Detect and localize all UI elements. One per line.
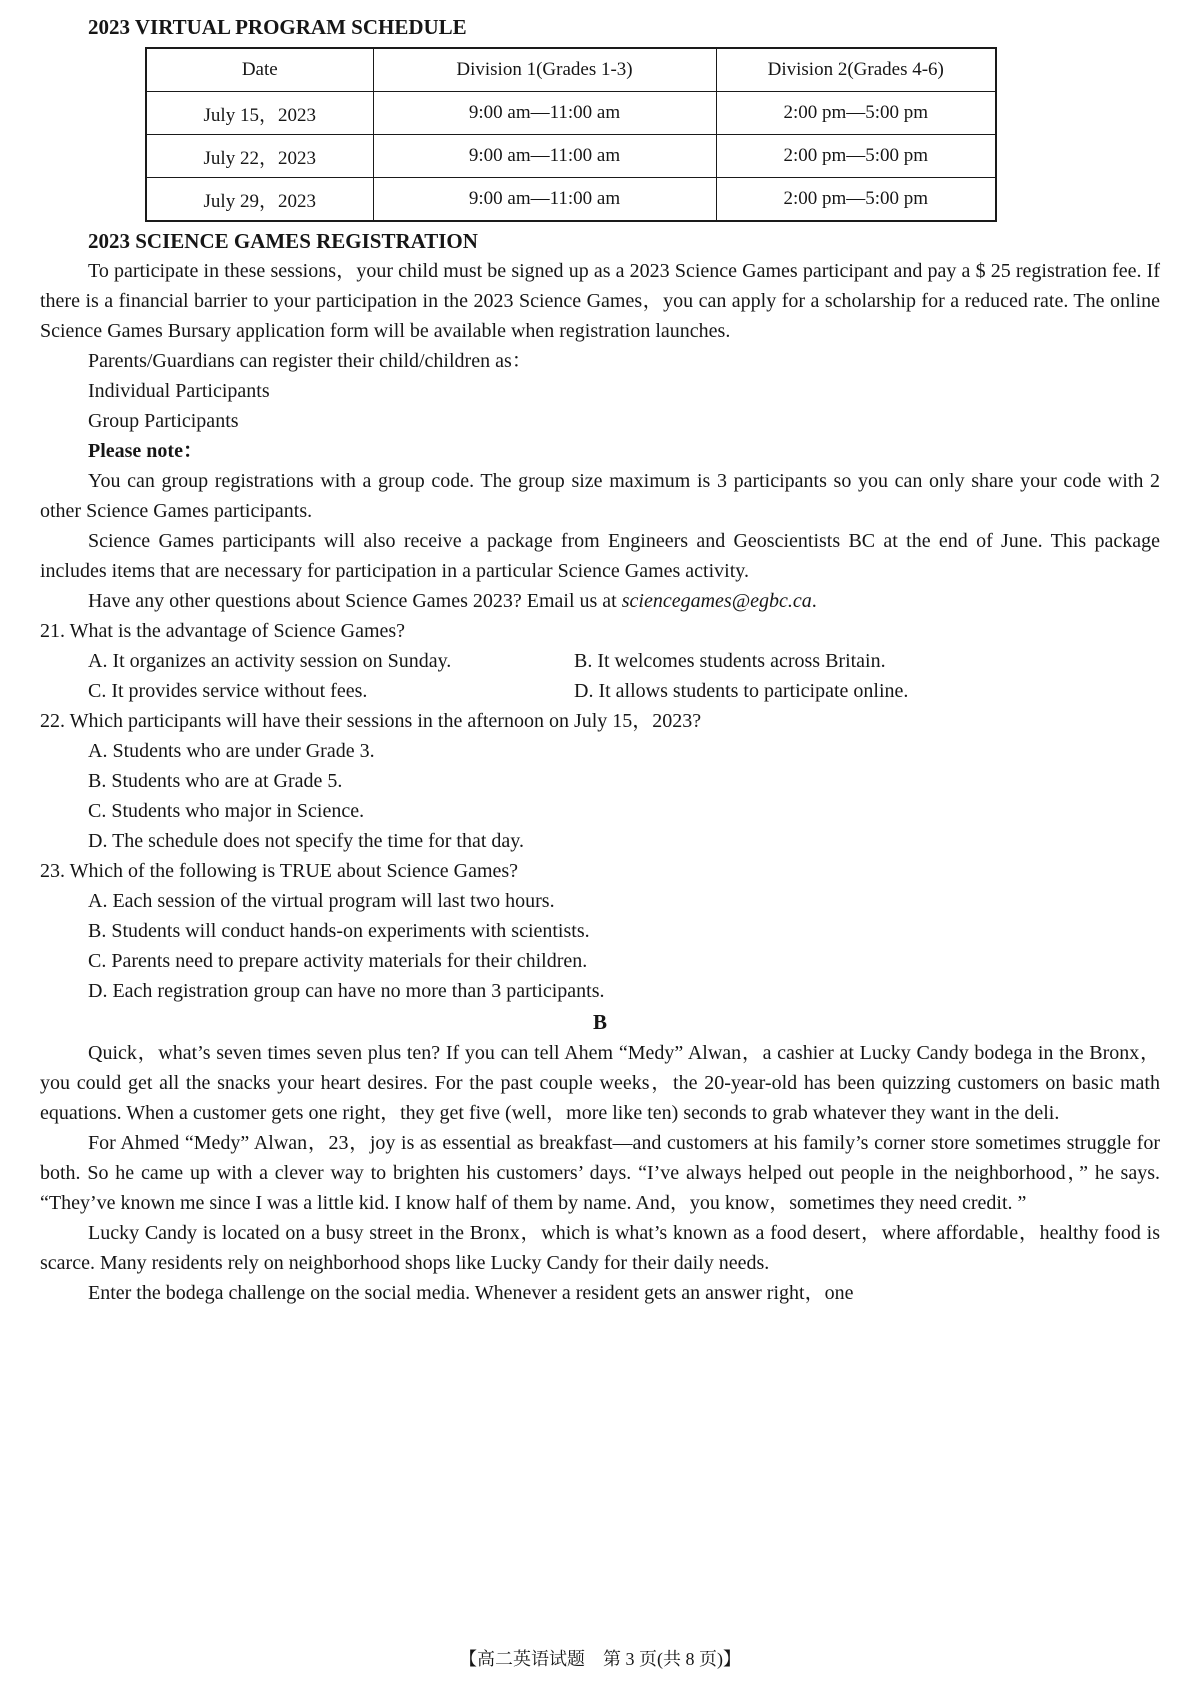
cell-division2-time: 2:00 pm—5:00 pm bbox=[716, 178, 996, 222]
cell-date: July 22，2023 bbox=[146, 135, 373, 178]
question-21-stem: 21. What is the advantage of Science Games? bbox=[40, 620, 406, 642]
question-21-option-c: C. It provides service without fees. bbox=[88, 680, 368, 702]
table-row bbox=[146, 92, 996, 135]
question-21-option-d: D. It allows students to participate online. bbox=[574, 680, 909, 702]
cell-division1-time: 9:00 am—11:00 am bbox=[373, 92, 716, 135]
table-header-row bbox=[146, 48, 996, 92]
contact-text-suffix: . bbox=[811, 590, 817, 612]
question-22-option-b: B. Students who are at Grade 5. bbox=[88, 770, 343, 792]
registration-list-item: Individual Participants bbox=[88, 380, 270, 402]
question-22-option-a: A. Students who are under Grade 3. bbox=[88, 740, 375, 762]
question-23-option-c: C. Parents need to prepare activity materials for their children. bbox=[88, 950, 588, 972]
question-21-option-a: A. It organizes an activity session on Sunday. bbox=[88, 650, 452, 672]
schedule-table bbox=[145, 47, 997, 222]
cell-date: July 29，2023 bbox=[146, 178, 373, 222]
cell-date: July 15，2023 bbox=[146, 92, 373, 135]
table-row bbox=[146, 178, 996, 222]
table-row bbox=[146, 135, 996, 178]
passage-b-paragraph: Quick，what’s seven times seven plus ten? If you can tell Ahem “Medy” Alwan，a cashier at Lucky Candy bodega in the Bronx，you could get all the snacks your heart desires. For the past couple weeks，the 20-year-old has been quizzing customers on basic math equations. When a customer gets one right，they get five (well，more like ten) seconds to grab whatever they want in the deli. bbox=[40, 1042, 1160, 1124]
question-21-options-row bbox=[88, 676, 1160, 706]
cell-division2-time: 2:00 pm—5:00 pm bbox=[716, 135, 996, 178]
question-21-option-b: B. It welcomes students across Britain. bbox=[574, 650, 886, 672]
question-23-option-b: B. Students will conduct hands-on experiments with scientists. bbox=[88, 920, 590, 942]
registration-paragraph: Parents/Guardians can register their child/children as： bbox=[88, 350, 532, 372]
col-header-division2: Division 2(Grades 4-6) bbox=[716, 48, 996, 92]
registration-paragraph: You can group registrations with a group code. The group size maximum is 3 participants so you can only share your code with 2 other Science Games participants. bbox=[40, 470, 1160, 522]
question-22-stem: 22. Which participants will have their sessions in the afternoon on July 15，2023? bbox=[40, 710, 702, 732]
schedule-title: 2023 VIRTUAL PROGRAM SCHEDULE bbox=[88, 15, 467, 39]
registration-paragraph: Science Games participants will also receive a package from Engineers and Geoscientists BC at the end of June. This package includes items that are necessary for participation in a particular Science Games activity. bbox=[40, 530, 1160, 582]
question-23-stem: 23. Which of the following is TRUE about Science Games? bbox=[40, 860, 519, 882]
passage-b-paragraph: Enter the bodega challenge on the social media. Whenever a resident gets an answer right，one bbox=[88, 1282, 854, 1304]
registration-title: 2023 SCIENCE GAMES REGISTRATION bbox=[88, 229, 478, 253]
col-header-date: Date bbox=[146, 48, 373, 92]
section-b-label: B bbox=[592, 1010, 607, 1034]
cell-division1-time: 9:00 am—11:00 am bbox=[373, 178, 716, 222]
question-22-option-d: D. The schedule does not specify the time for that day. bbox=[88, 830, 524, 852]
contact-text: Have any other questions about Science Games 2023? Email us at bbox=[88, 590, 622, 612]
passage-b-paragraph: For Ahmed “Medy” Alwan，23，joy is as essential as breakfast—and customers at his family’s corner store sometimes struggle for both. So he came up with a clever way to brighten his customers’ days. “I’ve always helped out people in the neighborhood，” he says. “They’ve known me since I was a little kid. I know half of them by name. And，you know，sometimes they need credit. ” bbox=[40, 1132, 1160, 1214]
passage-b-paragraph: Lucky Candy is located on a busy street in the Bronx，which is what’s known as a food desert，where affordable，healthy food is scarce. Many residents rely on neighborhood shops like Lucky Candy for their daily needs. bbox=[40, 1222, 1160, 1274]
question-22-option-c: C. Students who major in Science. bbox=[88, 800, 365, 822]
question-23-option-a: A. Each session of the virtual program will last two hours. bbox=[88, 890, 555, 912]
question-21-options-row bbox=[88, 646, 1160, 676]
question-23-option-d: D. Each registration group can have no more than 3 participants. bbox=[88, 980, 605, 1002]
cell-division1-time: 9:00 am—11:00 am bbox=[373, 135, 716, 178]
registration-contact-line bbox=[40, 586, 1160, 616]
registration-paragraph: To participate in these sessions，your child must be signed up as a 2023 Science Games participant and pay a $ 25 registration fee. If there is a financial barrier to your participation in the 2023 Science Games，you can apply for a scholarship for a reduced rate. The online Science Games Bursary application form will be available when registration launches. bbox=[40, 260, 1160, 342]
please-note-label: Please note： bbox=[88, 440, 203, 462]
cell-division2-time: 2:00 pm—5:00 pm bbox=[716, 92, 996, 135]
email-address: sciencegames@egbc.ca bbox=[621, 590, 812, 612]
page-footer: 【高二英语试题 第 3 页(共 8 页)】 bbox=[459, 1649, 741, 1669]
col-header-division1: Division 1(Grades 1-3) bbox=[373, 48, 716, 92]
registration-list-item: Group Participants bbox=[88, 410, 239, 432]
